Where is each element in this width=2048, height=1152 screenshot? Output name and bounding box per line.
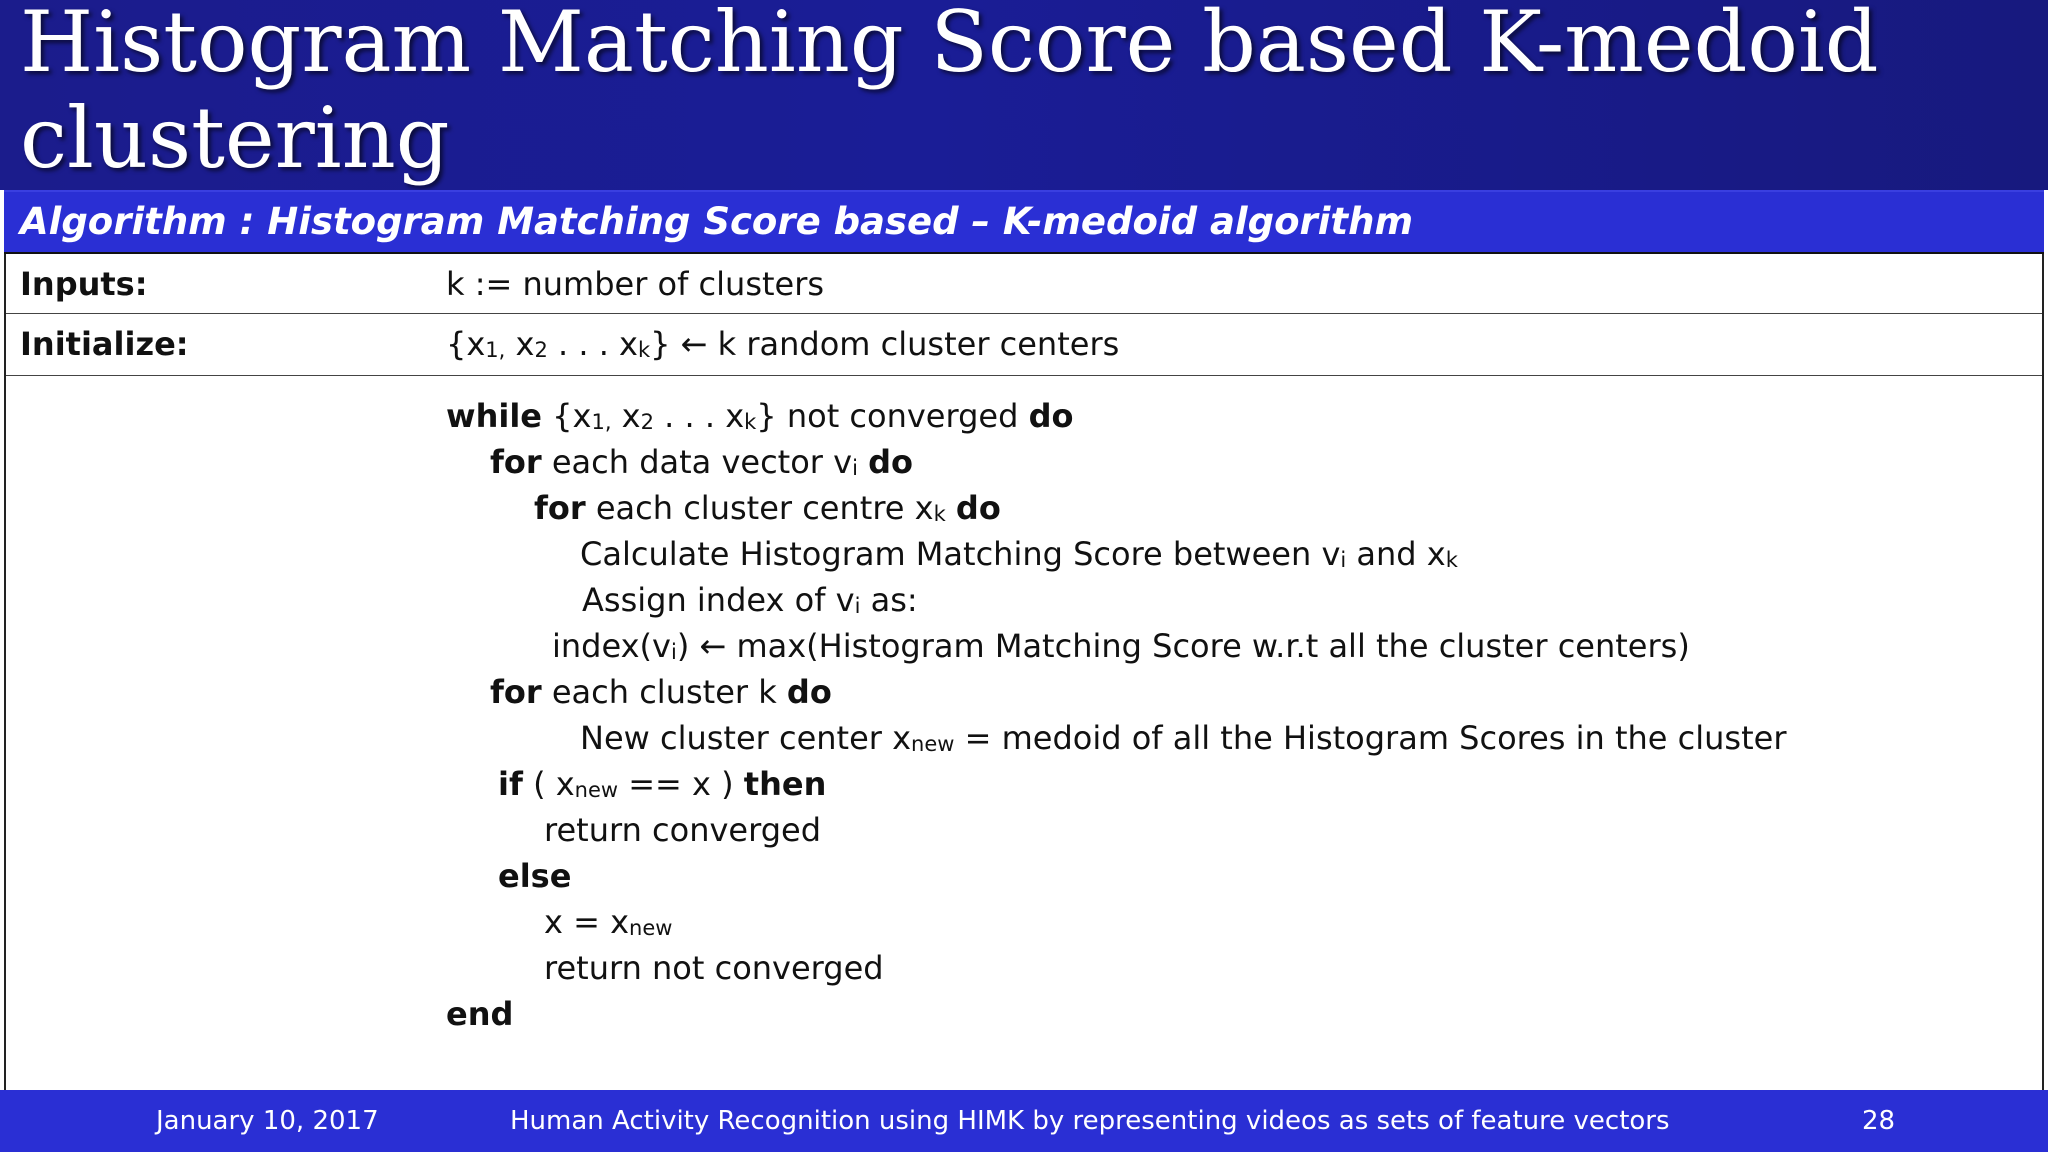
code-text: each data vector v <box>541 443 853 481</box>
kw-end: end <box>446 995 514 1033</box>
code-sub: i <box>854 594 861 618</box>
code-line-for-cluster <box>490 672 832 712</box>
kw-for: for <box>490 673 542 711</box>
code-line-new-center <box>580 718 1786 764</box>
code-text: as: <box>860 581 918 619</box>
slide-title: Histogram Matching Score based K-medoid clustering <box>20 0 1879 187</box>
init-sub-2: 2 <box>534 338 548 362</box>
algorithm-header <box>4 190 2044 254</box>
code-sub: i <box>1340 548 1347 572</box>
footer-title: Human Activity Recognition using HIMK by representing videos as sets of feature vectors <box>510 1106 1670 1136</box>
kw-else: else <box>498 857 572 895</box>
code-text: x = x <box>544 903 630 941</box>
code-text: = medoid of all the Histogram Scores in the cluster <box>954 719 1787 757</box>
code-text: ) ← max(Histogram Matching Score w.r.t all the cluster centers) <box>676 627 1690 665</box>
code-sub: i <box>852 456 858 480</box>
code-text: and x <box>1346 535 1446 573</box>
init-sub-1: 1, <box>485 338 506 362</box>
code-text <box>858 443 868 481</box>
kw-do: do <box>955 489 1001 527</box>
code-sub: new <box>911 732 955 756</box>
initialize-value <box>446 325 1119 363</box>
code-sub: i <box>670 640 677 664</box>
init-sub-k: k <box>637 338 651 362</box>
inputs-row <box>6 254 2042 314</box>
code-sub: 2 <box>640 410 654 434</box>
code-text: x <box>611 397 641 435</box>
code-sub: k <box>1445 548 1458 572</box>
code-text: return not converged <box>544 949 884 987</box>
code-text: == x ) <box>618 765 744 803</box>
inputs-label: Inputs: <box>20 265 148 303</box>
pseudocode-block <box>6 376 2042 1090</box>
initialize-label: Initialize: <box>20 325 189 363</box>
kw-for: for <box>490 443 542 481</box>
code-sub: new <box>629 916 673 940</box>
code-sub: k <box>933 502 946 526</box>
init-x2: x <box>505 325 535 363</box>
initialize-row <box>6 314 2042 376</box>
code-text: {x <box>541 397 592 435</box>
kw-for: for <box>534 489 586 527</box>
code-text: New cluster center x <box>580 719 912 757</box>
code-text: each cluster k <box>541 673 787 711</box>
init-open: {x <box>446 325 486 363</box>
kw-while: while <box>446 397 542 435</box>
algorithm-header-text: Algorithm : Histogram Matching Score based – K-medoid algorithm <box>20 200 1414 243</box>
algorithm-table <box>4 254 2044 1090</box>
code-text: } not converged <box>756 397 1029 435</box>
kw-do: do <box>868 443 913 481</box>
code-text: each cluster centre x <box>585 489 934 527</box>
code-text: Calculate Histogram Matching Score between v <box>580 535 1341 573</box>
kw-then: then <box>743 765 827 803</box>
code-text <box>946 489 956 527</box>
code-line-return-converged <box>544 810 821 850</box>
code-sub: k <box>744 410 757 434</box>
code-line-assign <box>582 580 918 626</box>
code-line-while <box>446 396 1073 442</box>
code-line-end <box>446 994 513 1034</box>
code-text: return converged <box>544 811 821 849</box>
kw-do: do <box>1028 397 1074 435</box>
code-line-if <box>498 764 826 810</box>
kw-if: if <box>498 765 523 803</box>
code-text: index(v <box>552 627 671 665</box>
footer-date: January 10, 2017 <box>156 1106 379 1136</box>
code-text: . . . x <box>653 397 745 435</box>
code-line-for-vector <box>490 442 913 488</box>
code-text: ( x <box>522 765 575 803</box>
init-rest: } ← k random cluster centers <box>650 325 1120 363</box>
title-bar <box>0 0 2048 190</box>
code-line-calculate <box>580 534 1458 580</box>
code-line-else <box>498 856 571 896</box>
inputs-value: k := number of clusters <box>446 265 825 303</box>
code-sub: 1, <box>591 410 612 434</box>
code-line-index <box>552 626 1690 672</box>
code-line-assign-new <box>544 902 672 948</box>
footer-page-number: 28 <box>1862 1106 1896 1136</box>
code-line-return-not-converged <box>544 948 884 988</box>
code-line-for-centre <box>534 488 1001 534</box>
kw-do: do <box>786 673 832 711</box>
init-dots: . . . x <box>547 325 638 363</box>
code-sub: new <box>574 778 619 802</box>
code-text: Assign index of v <box>582 581 855 619</box>
footer-bar <box>0 1090 2048 1152</box>
